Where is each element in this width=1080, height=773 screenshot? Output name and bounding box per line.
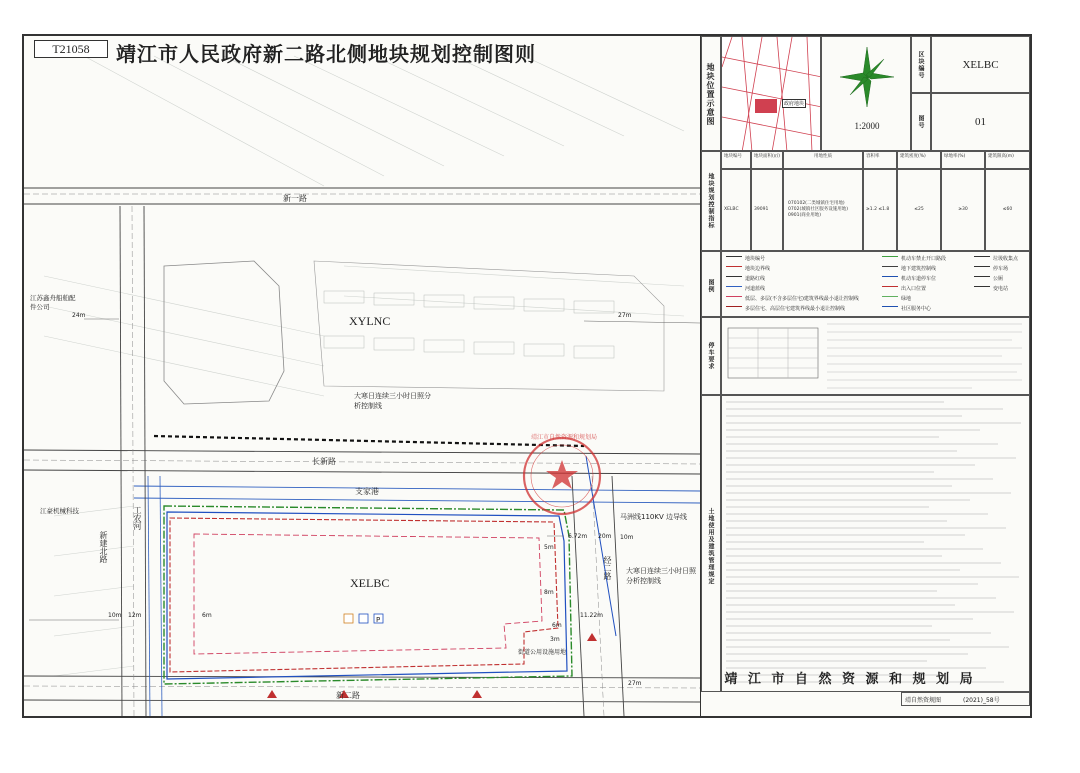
seal-text: 靖江市自然资源和规划局 — [530, 434, 597, 441]
sunlight-control-line — [154, 436, 584, 446]
legend-swatch — [882, 276, 898, 281]
legend-text: 道路红线 — [745, 276, 766, 282]
legend-swatch — [726, 286, 742, 291]
location-map-label: 地块位置示意图 — [706, 62, 715, 126]
legend-swatch — [882, 306, 898, 311]
dim-10-a: 10m — [108, 612, 122, 619]
dim-3: 3m — [550, 636, 560, 643]
legend-item — [974, 285, 1008, 292]
company-label-a: 江苏鑫舟船舶配件公司 — [30, 294, 76, 311]
legend-swatch — [726, 296, 742, 301]
sheet-number: 01 — [931, 93, 1030, 151]
parking-requirements — [721, 317, 1030, 395]
legend-item — [882, 265, 936, 272]
dim-5: 5m — [544, 544, 554, 551]
legend-item — [882, 285, 926, 292]
road-label-jinger: 经二路 — [603, 556, 612, 580]
location-map — [721, 36, 821, 151]
north-estate-outline — [164, 261, 284, 404]
road-label-changxin: 长新路 — [312, 457, 336, 466]
parking-text-lines — [722, 318, 1027, 392]
table-row-far: ≥1.2 ≤1.8 — [863, 169, 897, 251]
legend-swatch — [882, 266, 898, 271]
indicators-label: 地块规划控制指标 — [707, 173, 714, 229]
legend-text: 地块边界线 — [745, 266, 771, 272]
legend-item — [726, 305, 845, 312]
legend-text: 机动车道停车位 — [901, 276, 937, 282]
table-row-area: 39091 — [751, 169, 783, 251]
legend-text: 低层、多层(不含多层住宅)建筑界线最小退让控制线 — [745, 296, 859, 302]
power-line — [586, 456, 616, 636]
legend-swatch — [726, 266, 742, 271]
sunlight-label-right: 大寒日连续三小时日照分析控制线 — [626, 567, 696, 585]
legend-swatch — [726, 276, 742, 281]
legend-text: 地块编号 — [745, 256, 766, 262]
dim-27-right: 27m — [618, 312, 632, 319]
table-row-density: ≤25 — [897, 169, 941, 251]
legend-item — [882, 255, 946, 262]
facility-label: 街道公用设施用地 — [518, 649, 567, 656]
legend-item — [726, 275, 765, 282]
legend-text: 社区服务中心 — [901, 306, 932, 312]
sheet-code: T21058 — [34, 40, 108, 58]
compass-icon — [822, 37, 912, 117]
legend-swatch — [726, 256, 742, 261]
legend-item — [882, 305, 931, 312]
legend-swatch — [974, 286, 990, 291]
legend-text: 停车场 — [993, 266, 1009, 272]
legend-text: 多层住宅、高层住宅建筑界线最小退让控制线 — [745, 306, 846, 312]
approval-label: 靖自然资规图 — [905, 697, 942, 704]
legend-text: 垃圾收集点 — [993, 256, 1019, 262]
dim-12: 12m — [128, 612, 142, 619]
land-use-regulations — [721, 395, 1030, 692]
legend-text: 出入口位置 — [901, 286, 927, 292]
legend — [721, 251, 1030, 317]
legend-item — [882, 275, 936, 282]
plan-drawing — [24, 36, 701, 716]
regulation-text-lines — [722, 396, 1027, 689]
legend-text: 变电站 — [993, 286, 1009, 292]
legend-item — [726, 265, 770, 272]
indicators-table: 地块编号 地块面积(㎡) 用地性质 容积率 建筑密度(%) 绿地率(%) 建筑限高(m) XELBC 39091 070102(二类城镇住宅用地) 0702(城镇社区服务设施用地) 0901(商业用地) ≥1.2 ≤1.8 ≤25 ≥30 ≤60 — [721, 151, 1030, 251]
legend-swatch — [882, 286, 898, 291]
road-label-xiner: 新二路 — [336, 691, 360, 700]
river-label-zhijia: 支家港 — [355, 487, 379, 496]
table-row-landuse: 070102(二类城镇住宅用地) 0702(城镇社区服务设施用地) 0901(商业用地) — [783, 169, 863, 251]
block-label-main: XELBC — [350, 576, 390, 590]
sheet-no-label: 图号 — [917, 115, 924, 129]
dim-27-bottom: 27m — [628, 680, 642, 687]
scale-label: 1:2000 — [854, 121, 880, 131]
block-label-north: XYLNC — [349, 314, 391, 328]
power-line-label: 马洲线110KV 边导线 — [620, 513, 687, 521]
legend-text: 河道蓝线 — [745, 286, 766, 292]
legend-swatch — [882, 256, 898, 261]
dim-20: 20m — [598, 533, 612, 540]
block-code: XELBC — [931, 36, 1030, 93]
green-setback-line — [164, 506, 572, 684]
legend-swatch — [974, 276, 990, 281]
legend-item — [974, 265, 1008, 272]
dim-24: 24m — [72, 312, 86, 319]
info-panel — [701, 36, 1030, 716]
location-tag: 政府地块 — [784, 101, 805, 107]
legend-item — [726, 285, 765, 292]
dim-8: 8m — [544, 589, 554, 596]
table-row-green: ≥30 — [941, 169, 985, 251]
parking-label: 停车要求 — [707, 342, 714, 370]
legend-item — [882, 295, 911, 302]
legend-label: 图例 — [707, 279, 714, 293]
road-label-xinjianbei: 新建北路 — [99, 531, 108, 563]
legend-swatch — [974, 266, 990, 271]
north-arrow-area — [821, 36, 911, 151]
planning-sheet — [22, 34, 1032, 718]
company-label-b: 江豪机械科技 — [40, 507, 79, 515]
legend-text: 机动车禁止开口路段 — [901, 256, 947, 262]
block-boundary-line — [170, 518, 558, 672]
legend-item — [974, 275, 1003, 282]
block-code-label: 区块编号 — [917, 51, 924, 79]
legend-item — [726, 295, 859, 302]
legend-swatch — [726, 306, 742, 311]
page-title: 靖江市人民政府新二路北侧地块规划控制图则 — [116, 42, 536, 66]
table-row-code: XELBC — [721, 169, 751, 251]
entrance-markers — [267, 633, 597, 698]
dim-6-b: 6m — [552, 622, 562, 629]
table-row-height: ≤60 — [985, 169, 1030, 251]
facility-icons — [344, 614, 383, 624]
dim-10-b: 10m — [620, 534, 634, 541]
official-seal — [524, 438, 600, 514]
blue-control-line — [167, 512, 567, 679]
legend-swatch — [974, 256, 990, 261]
legend-text: 绿地 — [901, 296, 912, 302]
river-label-gongnong: 工农河 — [133, 506, 142, 530]
legend-text: 地下建筑控制线 — [901, 266, 937, 272]
dim-6-a: 6m — [202, 612, 212, 619]
svg-text:P: P — [376, 616, 381, 624]
legend-item — [974, 255, 1018, 262]
issuing-authority: 靖 江 市 自 然 资 源 和 规 划 局 — [724, 672, 976, 687]
building-setback-line — [194, 534, 542, 654]
legend-item — [726, 255, 765, 262]
road-label-xinyi: 新一路 — [283, 194, 307, 203]
approval-number: (2021)_58号 — [963, 697, 1000, 704]
dim-672: 6.72m — [568, 533, 588, 540]
dim-1122: 11.22m — [580, 612, 604, 619]
sunlight-label-top: 大寒日连续三小时日照分析控制线 — [354, 392, 431, 410]
legend-swatch — [882, 296, 898, 301]
legend-text: 公厕 — [993, 276, 1004, 282]
land-use-label: 土地使用及建筑管理规定 — [707, 507, 714, 585]
